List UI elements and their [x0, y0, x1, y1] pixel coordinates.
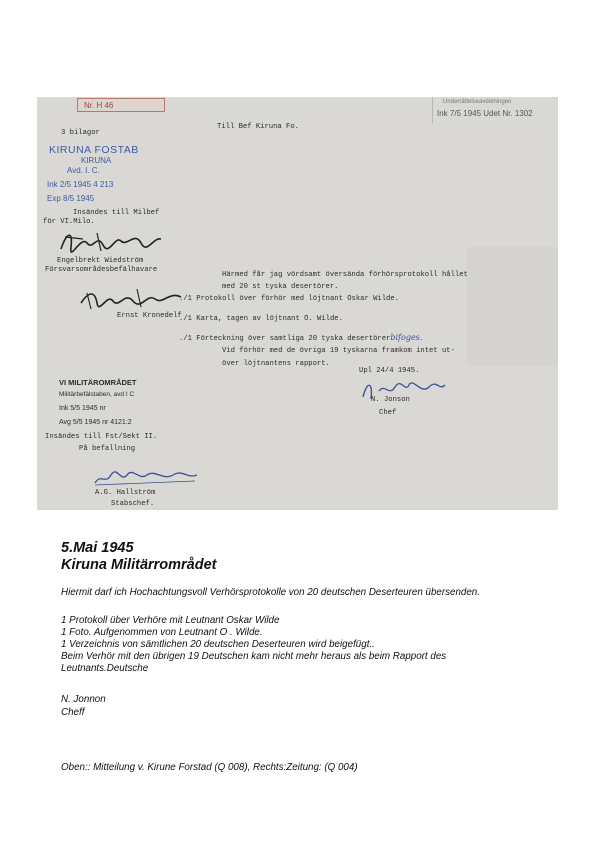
forward-note-1: Insändes till Milbef: [73, 209, 160, 217]
milo-stamp-avg: Avg 5/5 1945 nr 4121:2: [59, 419, 132, 426]
letter-list-1: ./1 Protokoll över förhör med löjtnant Oskar Wilde.: [179, 295, 399, 303]
milo-stamp-subtitle: Militärbefälstaben, avd I C: [59, 391, 135, 398]
hallstrom-title: Stabschef.: [111, 500, 155, 508]
hallstrom-name: A.G. Hallström: [95, 489, 156, 497]
fostab-stamp-title: KIRUNA FOSTAB: [49, 144, 139, 156]
transcription-item-4a: Beim Verhör mit den übrigen 19 Deutschen kam nicht mehr heraus als beim Rapport des: [61, 651, 447, 662]
fostab-stamp-exp: Exp 8/5 1945: [47, 194, 95, 203]
scanned-document: [37, 97, 558, 510]
letter-body-3: Vid förhör med de övriga 19 tyskarna framkom intet ut-: [222, 347, 455, 355]
letter-body-2: med 20 st tyska desertörer.: [222, 283, 339, 291]
recipient-line: Till Bef Kiruna Fo.: [217, 123, 299, 131]
jonson-title: Chef: [379, 409, 397, 417]
received-stamp: [432, 97, 558, 123]
letter-list-3-handwritten: bifoges.: [390, 333, 423, 342]
wiedstrom-title: Försvarsområdesbefälhavare: [45, 266, 158, 274]
fostab-stamp-subtitle: KIRUNA: [81, 156, 112, 165]
transcription-sign-name: N. Jonnon: [61, 694, 106, 705]
paper-shadow: [467, 247, 558, 367]
fostab-stamp-ink: Ink 2/5 1945 4 213: [47, 180, 114, 189]
milo-stamp-title: VI MILITÄROMRÅDET: [59, 378, 137, 387]
transcription-item-1: 1 Protokoll über Verhöre mit Leutnant Oskar Wilde: [61, 615, 280, 626]
transcription-item-3: 1 Verzeichnis von sämtlichen 20 deutschen Deserteuren wird beigefügt..: [61, 639, 375, 650]
attachments-note: 3 bilagor: [61, 129, 100, 137]
fostab-stamp-avd: Avd. I. C.: [67, 166, 100, 175]
forward-note-3: Insändes till Fst/Sekt II.: [45, 433, 158, 441]
transcription-place: Kiruna Militärrområdet: [61, 557, 217, 573]
transcription-sign-title: Cheff: [61, 707, 85, 718]
stamp-received-line: Ink 7/5 1945 Udet Nr. 1302: [437, 109, 533, 118]
transcription-date: 5.Mai 1945: [61, 540, 134, 556]
wiedstrom-name: Engelbrekt Wiedström: [57, 257, 144, 265]
stamp-label: Underrättelseavdelningen: [443, 99, 512, 105]
letter-date: Upl 24/4 1945.: [359, 367, 420, 375]
transcription-intro: Hiermit darf ich Hochachtungsvoll Verhörsprotokolle von 20 deutschen Deserteuren übersenden.: [61, 587, 480, 598]
letter-body-4: över löjtnantens rapport.: [222, 360, 330, 368]
kronedelf-name: Ernst Kronedelf: [117, 312, 182, 320]
jonson-name: N. Jonson: [371, 396, 410, 404]
letter-body-1: Härmed får jag vördsamt översända förhörsprotokoll hållet: [222, 271, 468, 279]
letter-list-3: [179, 333, 422, 343]
signature-kronedelf: [77, 285, 187, 313]
transcription-item-2: 1 Foto. Aufgenommen von Leutnant O . Wilde.: [61, 627, 263, 638]
signature-wiedstrom: [57, 227, 167, 257]
letter-list-3-text: ./1 Förteckning över samtliga 20 tyska desertörer: [179, 335, 391, 343]
transcription-item-4b: Leutnants.Deutsche: [61, 663, 149, 674]
forward-note-4: På befallning: [79, 445, 136, 453]
signature-hallstrom: [91, 467, 201, 489]
document-number-tag: Nr. H 46: [77, 98, 165, 112]
letter-list-2: ./1 Karta, tagen av löjtnant O. Wilde.: [179, 315, 343, 323]
forward-note-2: för VI.Milo.: [43, 218, 95, 226]
transcription-footnote: Oben:: Mitteilung v. Kirune Forstad (Q 008), Rechts:Zeitung: (Q 004): [61, 762, 358, 773]
milo-stamp-ink: Ink 5/5 1945 nr: [59, 405, 106, 412]
